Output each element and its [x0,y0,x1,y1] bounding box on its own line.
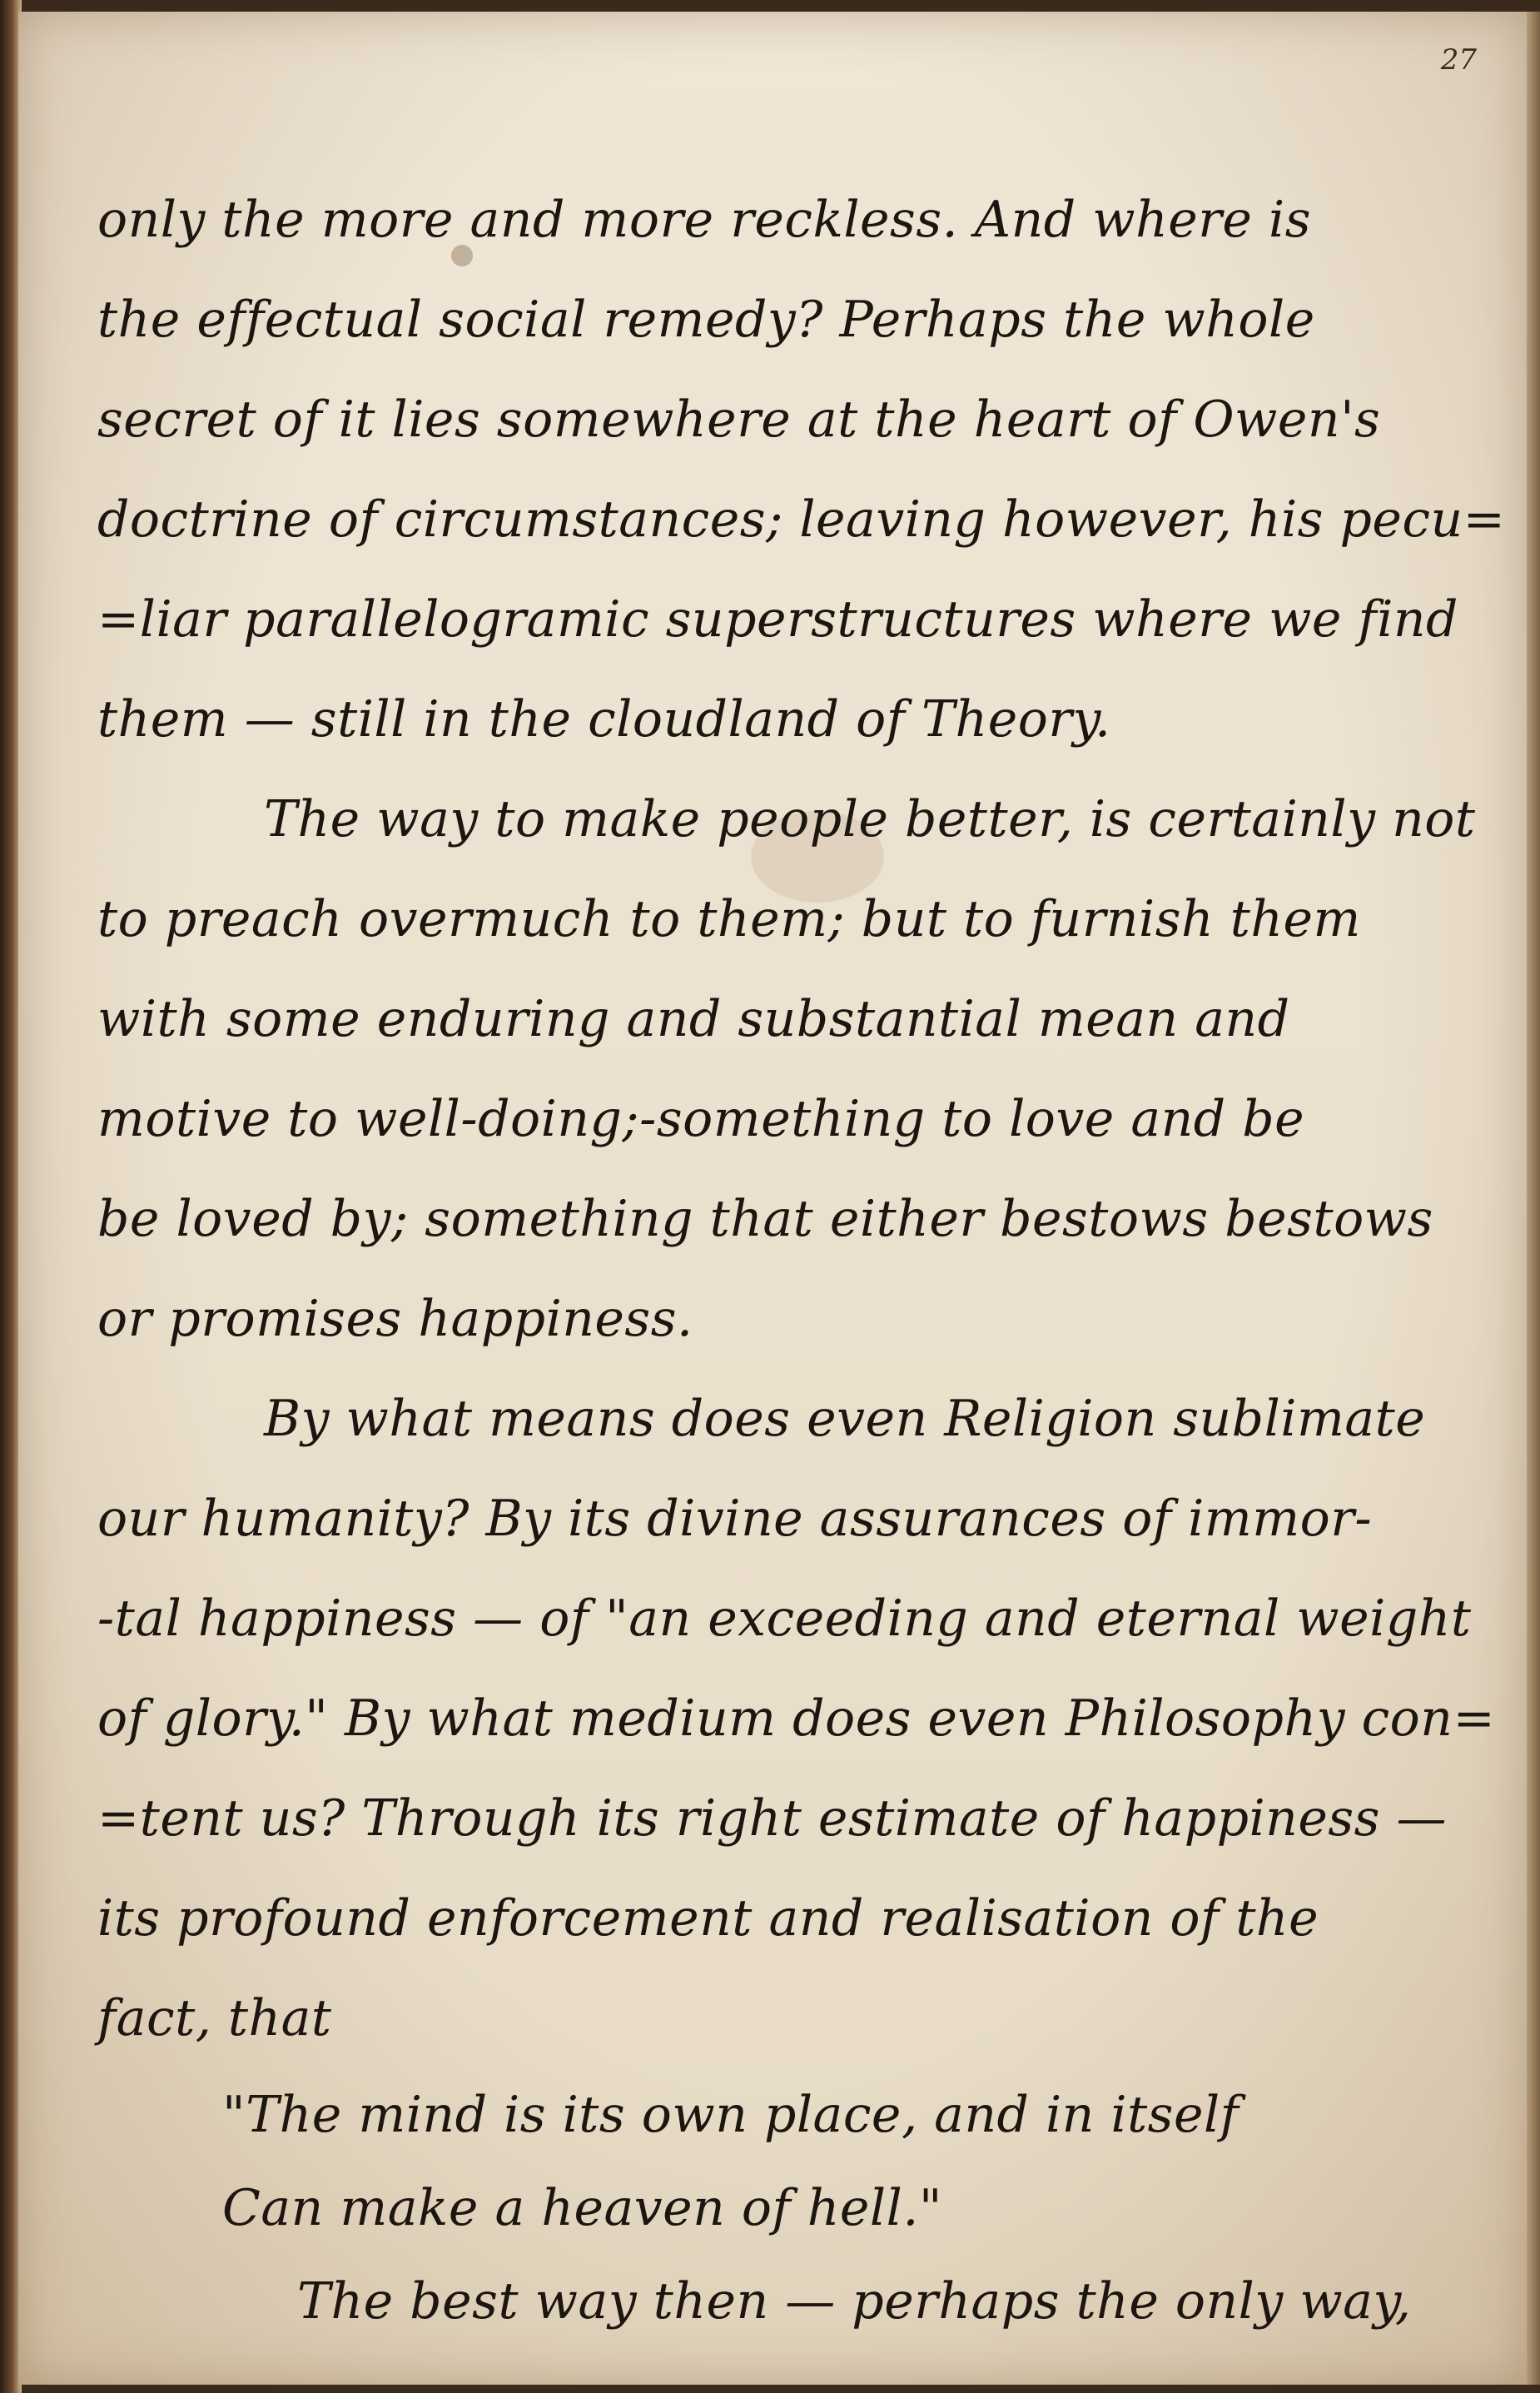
text-line: our humanity? By its divine assurances of immor- [97,1490,1373,1548]
text-line: the effectual social remedy? Perhaps the whole [97,291,1315,349]
text-line: fact, that [97,1989,332,2047]
text-line: with some enduring and substantial mean and [97,990,1290,1048]
text-line: of glory." By what medium does even Philosophy con= [97,1689,1496,1748]
text-line: secret of it lies somewhere at the heart of Owen's [97,391,1381,449]
text-line: By what means does even Religion sublimate [264,1390,1426,1448]
text-line: doctrine of circumstances; leaving however, his pecu= [97,490,1506,549]
manuscript-page [18,12,1532,2385]
text-line: =liar parallelogramic superstructures where we find [97,590,1458,649]
text-line: The way to make people better, is certainly not [264,790,1476,848]
text-line: its profound enforcement and realisation of the [97,1889,1319,1948]
text-line: The best way then — perhaps the only way, [297,2272,1412,2331]
handwritten-text [97,170,1506,2348]
quote-line: Can make a heaven of hell." [222,2179,942,2237]
text-line: -tal happiness — of "an exceeding and eternal weight [97,1590,1472,1648]
text-line: only the more and more reckless. And where is [97,191,1311,249]
text-line: motive to well-doing;-something to love and be [97,1090,1305,1148]
text-line: or promises happiness. [97,1290,693,1348]
text-line: be loved by; something that either bestows bestows [97,1190,1433,1248]
quote-line: "The mind is its own place, and in itself [222,2086,1239,2144]
text-line: =tent us? Through its right estimate of happiness — [97,1789,1447,1848]
text-line: them — still in the cloudland of Theory. [97,690,1111,749]
page-number: 27 [1440,43,1477,77]
text-line: to preach overmuch to them; but to furnish them [97,890,1361,948]
page-edge [1527,12,1540,2385]
